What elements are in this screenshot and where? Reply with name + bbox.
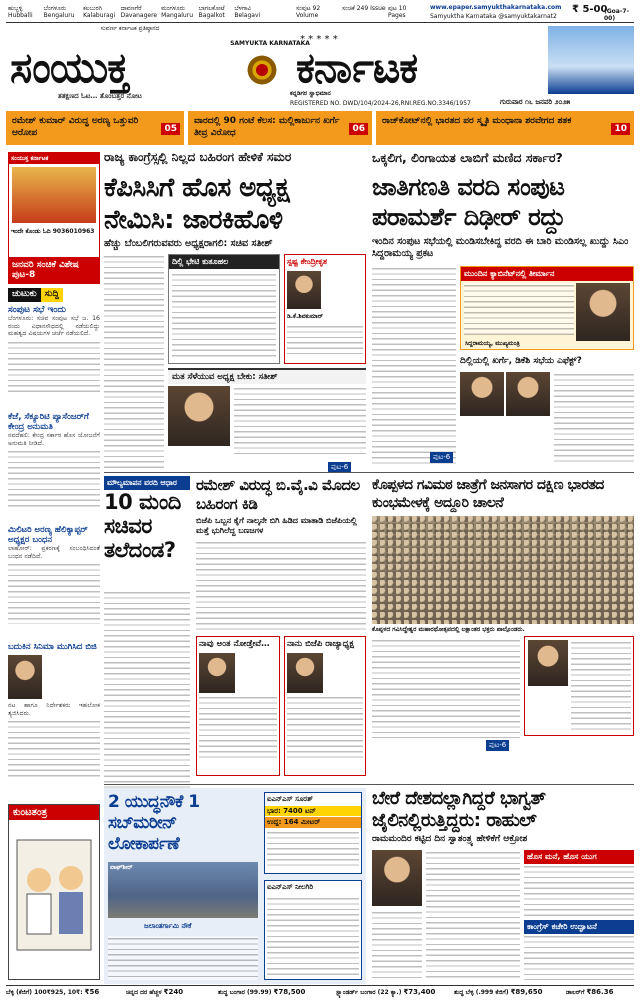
rahul-headline[interactable]: ಬೇರೆ ದೇಶದಲ್ಲಾಗಿದ್ದರೆ ಭಾಗ್ವತ್ ಜೈಲಿನಲ್ಲಿರುತ್ತಿದ್ದರು: ರಾಹುಲ್	[372, 788, 546, 831]
price-goa: (Goa-7-00)	[604, 8, 629, 22]
kpcc-quote-photo	[287, 271, 321, 309]
navy-bar3-title: ಜಲಾಂತರ್ಗಾಮಿ ನೌಕೆ	[144, 922, 192, 930]
caste-subhead: ಇಂದಿನ ಸಂಪುಟ ಸಭೆಯಲ್ಲಿ ಮಂಡಿಸಬೇಕಿದ್ದ ವರದಿ ಈ ಬಾರಿ ಮಂಡಿಸಲ್ಲ ಖುದ್ದು ಸಿಎಂ ಸಿದ್ದರಾಮಯ್ಯ ಪ್ರಕಟ	[372, 236, 629, 259]
emblem-icon	[236, 52, 288, 88]
ramesh-box-1	[196, 636, 280, 776]
teaser-text: ರಾಜ್‌ಕೋಟ್‌ನಲ್ಲಿ ಭಾರತದ ಪರ ಸ್ಮೃತಿ ಮಂಧಾನಾ ಶರವೇಗದ ಶತಕ	[382, 116, 572, 126]
edition-item: ಬೆಳಗಾವಿ Belagavi	[234, 5, 261, 19]
emblem	[236, 52, 288, 88]
rahul-body-left	[372, 910, 422, 980]
caste-cont[interactable]: ಪುಟ-6	[430, 452, 453, 463]
teaser-2[interactable]	[188, 111, 372, 145]
edition-item: ಮಂಗಳೂರು Mangaluru	[161, 5, 194, 19]
market-label: ಡಾಲರ್‌ಗೆ	[566, 989, 585, 996]
rahul-side1-body	[524, 864, 634, 916]
ministers-headline[interactable]: 10 ಮಂದಿ ಸಚಿವರ ತಲೆದಂಡ?	[104, 490, 181, 562]
brief-title: ಸಂಪುಟ ಸಭೆ ಇಂದು	[8, 305, 67, 315]
market-item	[566, 989, 634, 996]
caste-body	[372, 266, 456, 466]
market-label: ಶುದ್ಧ ಬಂಗಾರ (99.99)	[218, 989, 272, 996]
ramesh-box1-title: ನಾವು ಅಂತ ನೋಡ್ತೇವೆ…	[199, 639, 270, 649]
market-value: ₹78,500	[273, 988, 306, 996]
brief-3[interactable]	[8, 525, 100, 640]
edition-item: ದಾವಣಗೆರೆ Davanagere	[120, 5, 158, 19]
masthead-tagline-top: ಸುವರ್ಣ ಕರ್ನಾಟಕ ಪ್ರತಿಷ್ಠಾನದ	[100, 25, 160, 32]
brief-text: ಲಾಹೋರ್: ಪ್ರಕರಣಕ್ಕೆ ಸಂಬಂಧಿಸಿದಂತೆ ಬಂಧನ ನಡೆದಿದೆ.	[8, 545, 100, 560]
koppal-quote-photo	[528, 640, 568, 686]
navy-bar1-title: ಐಎನ್‌ಎಸ್ ಸೂರತ್	[267, 795, 313, 803]
market-value: ₹240	[163, 988, 184, 996]
koppal-headline[interactable]: ಕೊಪ್ಪಳದ ಗವಿಮಠ ಜಾತ್ರೆಗೆ ಜನಸಾಗರ ದಕ್ಷಿಣ ಭಾರತದ ಕುಂಭಮೇಳಕ್ಕೆ ಅದ್ದೂರಿ ಚಾಲನೆ	[372, 477, 604, 511]
ramesh-box1-photo	[199, 653, 235, 693]
ramesh-headline[interactable]: ರಮೇಶ್ ವಿರುದ್ಧ ಬಿ.ವೈ.ವಿ ಮೊದಲ ಬಹಿರಂಗ ಕಿಡಿ	[196, 476, 360, 513]
ramesh-box2-title: ನಾನು ಬಿಜೆಪಿ ರಾಜ್ಯಾಧ್ಯಕ್ಷ	[287, 639, 354, 649]
rahul-side2: ಕಾಂಗ್ರೆಸ್ ಕಚೇರಿ ಉದ್ಘಾಟನೆ	[524, 920, 634, 934]
kpcc-body-2	[234, 386, 366, 458]
cricketer-photo	[548, 26, 634, 94]
masthead-tagline: ತತಕ್ಷಣದ ಓಟ… ತೊಂಬತ್ತರ ನೋಟ	[58, 92, 142, 100]
koppal-cont[interactable]: ಪುಟ-6	[486, 740, 509, 751]
brief-title: ಬದುಕಿನ ಸಿನಿಮಾ ಮುಗಿಸಿದ ಬಿಜಿ	[8, 642, 97, 652]
navy-bar2-title: ಐಎನ್‌ಎಸ್ ನೀಲಗಿರಿ	[267, 883, 314, 891]
caste-body-2	[554, 372, 634, 466]
ramesh-box2-photo	[287, 653, 323, 693]
kpcc-subhead: ಹೆಚ್ಚು ಬೆಂಬಲಿಗರುವವರು ಅಧ್ಯಕ್ಷರಾಗಲಿ: ಸಚಿವ ಸತೀಶ್	[104, 238, 273, 249]
chutuku-header	[8, 288, 100, 302]
rahul-photo	[372, 850, 422, 906]
navy-bar1	[264, 792, 362, 874]
brief-text: ನವದೆಹಲಿ: ಕೇಂದ್ರ ಸರ್ಕಾರ ಹೊಸ ಯೋಜನೆಗೆ ಅನುಮತಿ ನೀಡಿದೆ.	[8, 432, 100, 447]
market-label: ಚಿನ್ನದ ದರ ಹೆಚ್ಚಳ	[126, 989, 162, 996]
issue-date: ಗುರುವಾರ ೧೬ ಜನವರಿ ೨೦೨೫	[500, 98, 571, 106]
brief-title: ಕೆಜೆ, ಸೆಕ್ಯೂರಿಟಿ ಪ್ಯಾಸೆಂಜರ್‌ಗೆ ಕೇಂದ್ರ ಅನುಮತಿ	[8, 412, 89, 432]
navy-bar1-cost: ಭಾರ: 7400 ಟನ್	[265, 806, 361, 817]
market-item	[336, 989, 454, 996]
navy-bar2	[264, 880, 362, 980]
market-label: ಶುದ್ಧ ಬೆಳ್ಳಿ (.999 ಕೆಜಿಗೆ)	[454, 989, 509, 996]
cartoon-illustration	[9, 820, 99, 970]
navy-bar1-len: ಉದ್ದ: 164 ಮೀಟರ್	[265, 817, 361, 828]
promo-brand: ಸಂಯುಕ್ತ ಕರ್ನಾಟಕ	[9, 153, 99, 164]
kpcc-delhi-box	[168, 254, 280, 364]
market-item	[218, 989, 336, 996]
market-item	[126, 989, 218, 996]
market-bar	[6, 985, 634, 999]
edition-item: ಹುಬ್ಬಳ್ಳಿ Hubballi	[8, 5, 33, 19]
ramesh-body	[196, 540, 366, 630]
caste-photo-dks	[506, 372, 550, 416]
kpcc-quote-name: ಡಿ.ಕೆ.ಶಿವಕುಮಾರ್	[287, 313, 323, 320]
caste-kicker: ಒಕ್ಕಲಿಗ, ಲಿಂಗಾಯತ ಲಾಬಿಗೆ ಮಣಿದ ಸರ್ಕಾರ?	[372, 150, 563, 165]
promo-text: ಜನವರಿ ಸಂಚಿಕೆ ವಿಶೇಷ ಪುಟ-8	[9, 257, 99, 283]
market-value: ₹89,650	[510, 988, 543, 996]
caste-side-photo	[576, 283, 630, 341]
market-item	[6, 989, 126, 996]
kuntantra-label: ಕುಂಟತಂತ್ರ	[9, 805, 99, 820]
social-handles: Samyuktha Karnataka @samyuktakarnat2	[430, 13, 557, 20]
brief-photo	[8, 655, 42, 699]
brief-2[interactable]	[8, 412, 100, 522]
rahul-side1: ಹೊಸ ಮನೆ, ಹೊಸ ಯುಗ	[524, 850, 634, 864]
edition-item: ಬಾಗಲಕೋಟೆ Bagalkot	[198, 5, 225, 19]
teaser-3[interactable]	[376, 111, 634, 145]
brief-4[interactable]	[8, 642, 100, 797]
caste-side-title: ಮುಂದಿನ ಕ್ಯಾಬಿನೆಟ್‌ನಲ್ಲಿ ತೀರ್ಮಾನ	[461, 267, 633, 281]
brief-text: ಬೆಂಗಳೂರು: ಸಚಿವ ಸಂಪುಟ ಸಭೆ ಜ. 16 ರಂದು ವಿಧಾನಸೌಧದಲ್ಲಿ ನಡೆಯಲಿದ್ದು ಮಹತ್ವದ ವಿಷಯಗಳ ಚರ್ಚೆ ನಡೆಯಲಿದೆ.	[8, 315, 100, 338]
brief-text: ನಟ ಹಾಗೂ ನಿರ್ದೇಶಕರು ಇಹಲೋಕ ತ್ಯಜಿಸಿದರು.	[8, 702, 100, 717]
navy-block	[104, 788, 366, 984]
market-value: ₹56	[84, 988, 100, 996]
teaser-page: 10	[611, 123, 630, 135]
masthead-english-name: SAMYUKTA KARNATAKA	[230, 40, 310, 47]
market-label: ಬೆಳ್ಳಿ (ಕೆಜಿಗೆ) 100₹925, 10₹:	[6, 989, 83, 996]
navy-headline[interactable]: 2 ಯುದ್ಧನೌಕೆ 1 ಸಬ್‌ಮರೀನ್ ಲೋಕಾರ್ಪಣೆ	[108, 792, 200, 854]
website[interactable]: www.epaper.samyukthakarnataka.com	[430, 4, 562, 11]
teaser-page: 06	[349, 123, 368, 135]
teaser-page: 05	[161, 123, 180, 135]
caste-photo-kharge	[460, 372, 504, 416]
price: ₹ 5-00	[572, 4, 608, 15]
caste-delhi-title: ದಿಲ್ಲಿಯಲ್ಲಿ ಖರ್ಗೆ, ಡಿಕೆಶಿ ಸಭೆಯ ಎಫೆಕ್ಟ್?	[460, 356, 582, 366]
kpcc-body	[104, 254, 164, 472]
registration: REGISTERED NO. DWD/104/2024-26,RNI.REG.NO.3346/1957	[290, 100, 471, 107]
edition-strip	[8, 5, 266, 21]
teaser-text: ವಾರದಲ್ಲಿ 90 ಗಂಟೆ ಕೆಲಸ: ಮಲ್ಲಿಕಾರ್ಜುನ ಖರ್ಗೆ ತೀವ್ರ ವಿರೋಧ	[194, 116, 340, 138]
kpcc-quote-label: ಸ್ಪಷ್ಟ ಕೇಂದ್ರೀಕೃತ	[287, 257, 328, 266]
kpcc-headline[interactable]: ಕೆಪಿಸಿಸಿಗೆ ಹೊಸ ಅಧ್ಯಕ್ಷ ನೇಮಿಸಿ: ಜಾರಕಿಹೊಳಿ	[104, 173, 290, 235]
ministers-kicker: ಮೌಲ್ಯಮಾಪನ ವರದಿ ಆಧಾರ	[104, 476, 190, 490]
rahul-body	[426, 850, 520, 980]
kpcc-cont[interactable]: ಪುಟ-6	[328, 462, 351, 473]
kpcc-quote-box	[284, 254, 366, 364]
koppal-quote-box	[524, 636, 634, 736]
caste-headline[interactable]: ಜಾತಿಗಣತಿ ವರದಿ ಸಂಪುಟ ಪರಾಮರ್ಶೆ ದಿಢೀರ್ ರದ್ದು	[372, 173, 566, 231]
masthead-stars: * * * * *	[300, 34, 338, 45]
promo-box[interactable]	[8, 152, 100, 284]
teaser-1[interactable]	[6, 111, 184, 145]
market-value: ₹73,400	[403, 988, 436, 996]
chutuku-label: ಚುಟುಕು	[8, 288, 41, 302]
teaser-text: ರಮೇಶ್ ಕುಮಾರ್ ವಿರುದ್ಧ ಅರಣ್ಯ ಒತ್ತುವರಿ ಆರೋಪ	[12, 116, 139, 138]
edition-item: ಕಲಬುರಗಿ Kalaburagi	[83, 5, 116, 19]
volume: ಸಂಪುಟ 92 Volume	[296, 5, 321, 19]
kpcc-kicker: ರಾಜ್ಯ ಕಾಂಗ್ರೆಸ್ಸಲ್ಲಿ ನಿಲ್ಲದ ಬಹಿರಂಗ ಹೇಳಿಕೆ ಸಮರ	[104, 150, 292, 164]
edition-item: ಬೆಂಗಳೂರು Bengaluru	[43, 5, 75, 19]
promo-magazine	[12, 167, 96, 223]
koppal-body	[372, 638, 520, 738]
ramesh-subhead: ಬಿಜೆಪಿ ಒಬ್ಬನ ಕೈಗೆ ನಾಲ್ಕನೇ ಬಿಗಿ ಹಿಡಿದ ಮಾತಾಡಿ ಬಿಜೆಪಿಯಲ್ಲಿ ಮತ್ತೆ ಭುಗಿಲೆದ್ದ ಬಣಜಗಳ	[196, 516, 357, 535]
caste-side-name: ಸಿದ್ದರಾಮಯ್ಯ, ಮುಖ್ಯಮಂತ್ರಿ	[465, 340, 520, 347]
koppal-photo	[372, 516, 634, 624]
kuntantra-cartoon	[8, 804, 100, 980]
masthead-title-left: ಸಂಯುಕ್ತ	[10, 43, 129, 92]
caste-side-box	[460, 266, 634, 350]
navy-label: ವಾಘ್‌ಶೀರ್	[110, 864, 133, 871]
market-item	[454, 989, 566, 996]
kpcc-box-title: ದಿಲ್ಲಿ ಭೇಟಿ ಕುತೂಹಲ	[169, 255, 279, 269]
masthead-title-right: ಕರ್ನಾಟಕ	[296, 43, 418, 92]
chutuku-tag: ಸುದ್ದಿ	[41, 288, 63, 302]
emblem-caption: ಕನ್ನಡಿಗರ ಸ್ವಾಭಿಮಾನ	[290, 90, 331, 97]
ramesh-box-2	[284, 636, 366, 776]
pages: ಪುಟ 10 Pages	[388, 5, 407, 19]
rahul-subhead: ರಾಮಮಂದಿರ ಕಟ್ಟಿದ ದಿನ ಸ್ವಾತಂತ್ರ್ಯ ಹೇಳಿಕೆಗೆ ಆಕ್ರೋಶ	[372, 834, 528, 844]
ministers-body	[104, 590, 190, 790]
market-value: ₹86.36	[586, 988, 614, 996]
market-label: ಸ್ಟ್ಯಾಂಡರ್ಡ್ ಬಂಗಾರ (22 ಕ್ಯಾ.)	[336, 989, 402, 996]
issue: ಸಂಚಿಕೆ 249 Issue	[342, 5, 386, 12]
rahul-side2-body	[524, 934, 634, 980]
koppal-caption: ಕೊಪ್ಪಳದ ಗವಿಸಿದ್ಧೇಶ್ವರ ಮಹಾರಥೋತ್ಸವದಲ್ಲಿ ಲಕ್ಷಾಂತರ ಭಕ್ತರು ಪಾಲ್ಗೊಂಡರು.	[372, 626, 525, 633]
issue-info	[296, 5, 422, 21]
kpcc-photo-satish	[168, 386, 230, 446]
brief-1[interactable]	[8, 305, 100, 410]
brief-title: ಮಿಲಿಟರಿ ಅರಣ್ಯ ಹೆಲಿಕ್ಯಾಪ್ಟರ್ ಅಧ್ಯಕ್ಷರ ಬಂಧನ	[8, 525, 88, 545]
kpcc-section2: ಮತ ಸೆಳೆಯುವ ಅಧ್ಯಕ್ಷ ಬೇಕು: ಸತೀಶ್	[168, 368, 366, 384]
promo-subscribe: ಇಂದೇ ಕೊಂಡು ಓದಿ 9036010963	[11, 228, 95, 235]
